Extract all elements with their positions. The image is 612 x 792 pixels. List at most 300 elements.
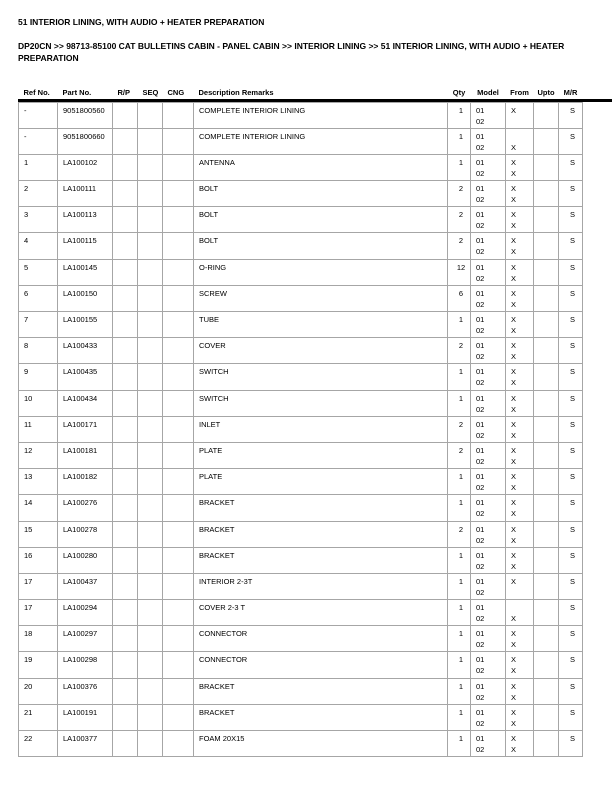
cell-part-no: LA100191 [58,704,113,730]
cell-rp [113,154,138,180]
cell-model [471,547,506,573]
model-line-1: 01 [476,105,485,115]
model-line-1: 01 [476,524,485,534]
cell-cng [163,704,194,730]
cell-rp [113,128,138,154]
cell-seq [138,233,163,259]
column-header-rp: R/P [117,87,131,97]
upto-mark-1 [539,707,557,718]
cell-seq [138,731,163,757]
model-line-1: 01 [476,210,485,220]
cell-part-no: LA100435 [58,364,113,390]
cell-from [506,181,534,207]
cell-model [471,704,506,730]
cell-from [506,233,534,259]
cell-part-no: LA100102 [58,154,113,180]
upto-mark-2 [539,430,557,441]
table-row [19,259,583,285]
cell-cng [163,547,194,573]
cell-rp [113,312,138,338]
from-mark-2: X [511,195,517,205]
from-mark-1: X [511,445,517,455]
cell-cng [163,678,194,704]
from-mark-2: X [511,483,517,493]
cell-ref-no: 20 [19,678,58,704]
cell-rp [113,338,138,364]
cell-rp [113,678,138,704]
cell-cng [163,338,194,364]
cell-from [506,312,534,338]
cell-seq [138,390,163,416]
cell-ref-no: - [19,102,58,128]
cell-part-no: LA100280 [58,547,113,573]
cell-upto [534,573,559,599]
cell-from [506,128,534,154]
cell-seq [138,600,163,626]
cell-seq [138,312,163,338]
cell-rp [113,233,138,259]
cell-part-no: LA100377 [58,731,113,757]
cell-cng [163,259,194,285]
from-mark-1: X [511,576,517,586]
cell-part-no: LA100297 [58,626,113,652]
cell-rp [113,285,138,311]
from-mark-2: X [511,299,517,309]
cell-ref-no: 10 [19,390,58,416]
cell-upto [534,102,559,128]
cell-rp [113,652,138,678]
cell-upto [534,678,559,704]
cell-cng [163,390,194,416]
cell-qty: 2 [448,338,471,364]
upto-mark-1 [539,419,557,430]
cell-ref-no: 5 [19,259,58,285]
cell-model [471,207,506,233]
cell-seq [138,678,163,704]
cell-model [471,442,506,468]
cell-seq [138,154,163,180]
cell-part-no: LA100298 [58,652,113,678]
cell-cng [163,102,194,128]
cell-rp [113,731,138,757]
table-row [19,207,583,233]
table-row [19,547,583,573]
model-line-1: 01 [476,655,485,665]
cell-mr: S [559,573,583,599]
from-mark-2: X [511,666,517,676]
cell-cng [163,600,194,626]
upto-mark-2 [539,351,557,362]
cell-model [471,259,506,285]
model-line-1: 01 [476,315,485,324]
cell-mr: S [559,233,583,259]
from-mark-1: X [511,210,517,220]
from-mark-1: X [511,184,517,194]
from-mark-2 [511,587,532,598]
cell-mr: S [559,338,583,364]
cell-mr: S [559,390,583,416]
from-mark-1: X [511,681,517,691]
upto-mark-2 [539,508,557,519]
cell-cng [163,573,194,599]
cell-description: CONNECTOR [194,626,448,652]
upto-mark-2 [539,587,557,598]
cell-rp [113,259,138,285]
cell-upto [534,285,559,311]
page-title: 51 INTERIOR LINING, WITH AUDIO + HEATER PREPARATION [18,17,265,27]
upto-mark-1 [539,209,557,220]
cell-description: CONNECTOR [194,652,448,678]
from-mark-2: X [511,745,517,754]
cell-qty: 6 [448,285,471,311]
upto-mark-1 [539,654,557,665]
from-mark-1 [511,131,532,142]
cell-upto [534,652,559,678]
from-mark-2: X [511,509,517,519]
cell-description: COVER [194,338,448,364]
model-line-2: 02 [476,561,485,571]
cell-rp [113,102,138,128]
model-line-2: 02 [476,456,485,466]
model-line-2: 02 [476,142,485,152]
table-row [19,442,583,468]
cell-qty: 2 [448,207,471,233]
cell-seq [138,573,163,599]
cell-description: BRACKET [194,704,448,730]
table-row [19,181,583,207]
model-line-2: 02 [476,326,485,335]
table-row [19,390,583,416]
from-mark-1: X [511,524,517,534]
cell-qty: 1 [448,469,471,495]
model-line-2: 02 [476,168,485,178]
breadcrumb: DP20CN >> 98713-85100 CAT BULLETINS CABIN - PANEL CABIN >> INTERIOR LINING >> 51 INTERIOR LINING, WITH AUDIO + HEATER PREPARATION [18,41,565,63]
cell-from [506,626,534,652]
from-mark-2 [511,116,532,127]
cell-seq [138,416,163,442]
cell-model [471,233,506,259]
from-mark-1 [511,602,532,613]
cell-part-no: LA100182 [58,469,113,495]
cell-description: PLATE [194,442,448,468]
model-line-2: 02 [476,614,485,624]
upto-mark-1 [539,497,557,508]
cell-seq [138,704,163,730]
header-rule [18,99,612,102]
cell-qty: 1 [448,600,471,626]
model-line-1: 01 [476,576,485,586]
upto-mark-1 [539,262,557,273]
column-header-seq: SEQ [142,87,159,97]
cell-description: BOLT [194,207,448,233]
cell-part-no: LA100276 [58,495,113,521]
cell-ref-no: 19 [19,652,58,678]
cell-part-no: LA100376 [58,678,113,704]
table-row [19,364,583,390]
upto-mark-1 [539,366,557,377]
cell-qty: 1 [448,312,471,338]
model-line-1: 01 [476,681,485,691]
cell-mr: S [559,600,583,626]
cell-part-no: LA100433 [58,338,113,364]
table-row [19,154,583,180]
from-mark-1: X [511,341,517,351]
upto-mark-1 [539,733,557,744]
upto-mark-1 [539,445,557,456]
from-mark-2: X [511,692,517,702]
from-mark-2: X [511,221,517,231]
model-line-2: 02 [476,587,485,597]
table-row [19,312,583,338]
column-header-mr: M/R [563,87,578,97]
table-row [19,338,583,364]
cell-ref-no: 6 [19,285,58,311]
cell-rp [113,181,138,207]
cell-from [506,390,534,416]
upto-mark-2 [539,456,557,467]
cell-upto [534,154,559,180]
cell-ref-no: 1 [19,154,58,180]
upto-mark-1 [539,576,557,587]
cell-rp [113,600,138,626]
cell-seq [138,364,163,390]
column-header-cng: CNG [167,87,185,97]
upto-mark-2 [539,692,557,703]
cell-upto [534,312,559,338]
from-mark-2: X [511,378,517,388]
cell-mr: S [559,285,583,311]
cell-model [471,312,506,338]
cell-ref-no: 17 [19,573,58,599]
cell-upto [534,521,559,547]
cell-rp [113,704,138,730]
parts-table [18,85,583,757]
model-line-2: 02 [476,430,485,440]
upto-mark-1 [539,471,557,482]
model-line-2: 02 [476,666,485,676]
cell-description: PLATE [194,469,448,495]
upto-mark-2 [539,639,557,650]
from-mark-2: X [511,326,517,335]
cell-qty: 1 [448,626,471,652]
cell-ref-no: 15 [19,521,58,547]
cell-qty: 2 [448,442,471,468]
cell-model [471,128,506,154]
model-line-1: 01 [476,419,485,429]
cell-mr: S [559,364,583,390]
from-mark-2: X [511,640,517,650]
from-mark-2: X [511,561,517,571]
from-mark-1: X [511,367,517,377]
cell-cng [163,154,194,180]
cell-part-no: LA100437 [58,573,113,599]
upto-mark-2 [539,194,557,205]
cell-description: ANTENNA [194,154,448,180]
model-line-2: 02 [476,509,485,519]
model-line-1: 01 [476,550,485,560]
cell-qty: 2 [448,233,471,259]
cell-seq [138,469,163,495]
cell-from [506,442,534,468]
cell-from [506,259,534,285]
cell-upto [534,731,559,757]
cell-from [506,731,534,757]
cell-qty: 1 [448,731,471,757]
cell-description: TUBE [194,312,448,338]
cell-ref-no: 7 [19,312,58,338]
cell-ref-no: 22 [19,731,58,757]
cell-qty: 1 [448,154,471,180]
cell-from [506,469,534,495]
from-mark-2: X [511,168,517,178]
cell-rp [113,469,138,495]
cell-qty: 1 [448,547,471,573]
cell-model [471,154,506,180]
upto-mark-2 [539,168,557,179]
upto-mark-2 [539,561,557,572]
model-line-1: 01 [476,236,485,246]
cell-ref-no: 14 [19,495,58,521]
column-header-model: Model [477,87,499,97]
cell-from [506,102,534,128]
cell-upto [534,416,559,442]
cell-cng [163,521,194,547]
cell-part-no: LA100434 [58,390,113,416]
table-row [19,731,583,757]
cell-seq [138,259,163,285]
upto-mark-1 [539,131,557,142]
from-mark-1: X [511,707,517,717]
cell-mr: S [559,704,583,730]
cell-ref-no: 8 [19,338,58,364]
from-mark-1: X [511,472,517,482]
cell-seq [138,626,163,652]
cell-ref-no: 21 [19,704,58,730]
upto-mark-2 [539,116,557,127]
from-mark-2: X [511,404,517,414]
model-line-1: 01 [476,341,485,351]
from-mark-2: X [511,614,517,624]
cell-upto [534,364,559,390]
cell-upto [534,626,559,652]
cell-cng [163,652,194,678]
cell-mr: S [559,495,583,521]
cell-mr: S [559,102,583,128]
model-line-1: 01 [476,445,485,455]
table-row [19,102,583,128]
upto-mark-1 [539,550,557,561]
cell-part-no: LA100111 [58,181,113,207]
cell-model [471,731,506,757]
upto-mark-2 [539,273,557,284]
cell-seq [138,521,163,547]
model-line-2: 02 [476,195,485,205]
table-row [19,128,583,154]
cell-qty: 12 [448,259,471,285]
cell-model [471,285,506,311]
cell-mr: S [559,521,583,547]
cell-ref-no: - [19,128,58,154]
model-line-1: 01 [476,157,485,167]
cell-seq [138,207,163,233]
cell-rp [113,626,138,652]
model-line-1: 01 [476,288,485,298]
cell-mr: S [559,207,583,233]
cell-mr: S [559,416,583,442]
cell-part-no: LA100113 [58,207,113,233]
upto-mark-1 [539,288,557,299]
cell-part-no: LA100278 [58,521,113,547]
cell-from [506,154,534,180]
cell-description: COVER 2-3 T [194,600,448,626]
cell-seq [138,442,163,468]
column-header-part: Part No. [62,87,92,97]
cell-qty: 1 [448,495,471,521]
cell-from [506,678,534,704]
cell-upto [534,207,559,233]
column-header-description: Description Remarks [198,87,274,97]
model-line-1: 01 [476,603,485,613]
cell-qty: 2 [448,521,471,547]
cell-qty: 1 [448,652,471,678]
cell-mr: S [559,181,583,207]
cell-model [471,364,506,390]
model-line-2: 02 [476,221,485,231]
cell-from [506,338,534,364]
model-line-2: 02 [476,745,485,754]
cell-upto [534,469,559,495]
cell-qty: 1 [448,102,471,128]
cell-qty: 1 [448,364,471,390]
model-line-2: 02 [476,352,485,362]
column-header-ref: Ref No. [23,87,50,97]
cell-cng [163,626,194,652]
cell-ref-no: 17 [19,600,58,626]
cell-part-no: 9051800660 [58,128,113,154]
cell-upto [534,547,559,573]
upto-mark-1 [539,524,557,535]
table-row [19,285,583,311]
cell-ref-no: 16 [19,547,58,573]
upto-mark-2 [539,613,557,624]
cell-cng [163,469,194,495]
cell-description: INLET [194,416,448,442]
model-line-1: 01 [476,707,485,717]
model-line-1: 01 [476,734,485,743]
cell-mr: S [559,259,583,285]
cell-upto [534,704,559,730]
from-mark-1: X [511,315,517,324]
cell-part-no: LA100181 [58,442,113,468]
cell-upto [534,181,559,207]
upto-mark-2 [539,142,557,153]
cell-cng [163,495,194,521]
cell-part-no: 9051800560 [58,102,113,128]
from-mark-2: X [511,273,517,283]
cell-mr: S [559,312,583,338]
table-row [19,600,583,626]
table-row [19,678,583,704]
table-row [19,626,583,652]
cell-description: BRACKET [194,678,448,704]
cell-description: BOLT [194,181,448,207]
from-mark-1: X [511,734,517,743]
from-mark-1: X [511,393,517,403]
from-mark-1: X [511,157,517,167]
cell-rp [113,573,138,599]
cell-description: INTERIOR 2-3T [194,573,448,599]
cell-model [471,600,506,626]
